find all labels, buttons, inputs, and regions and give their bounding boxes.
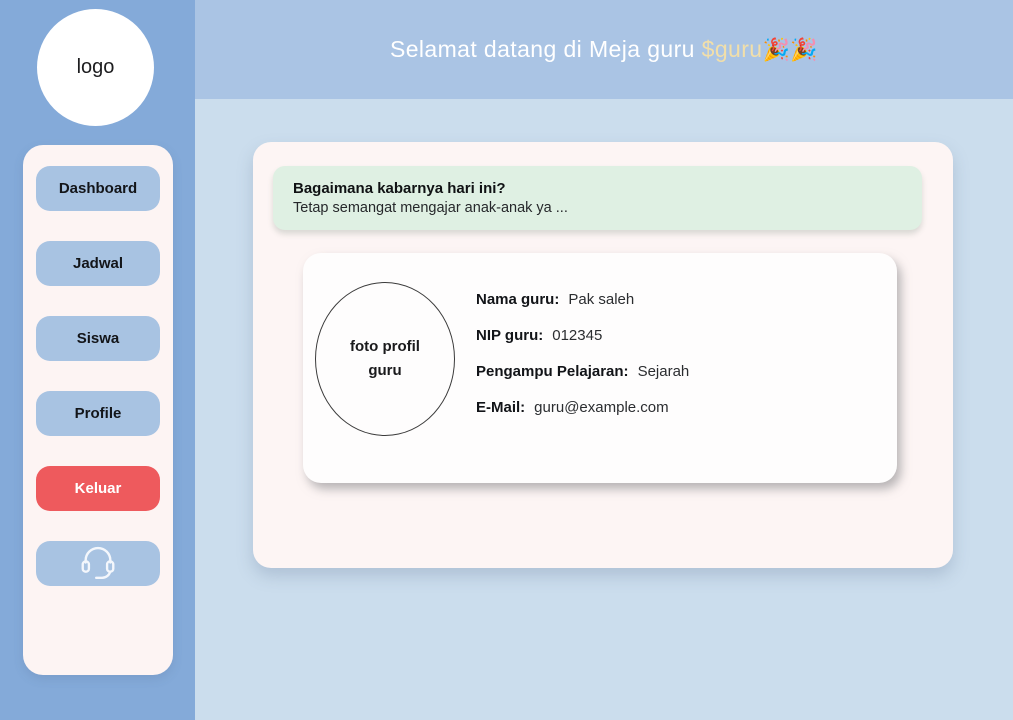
- support-button[interactable]: [36, 541, 160, 586]
- greeting-title: Bagaimana kabarnya hari ini?: [293, 180, 506, 197]
- page-title-variable: $guru: [701, 36, 763, 62]
- profile-photo-placeholder: [315, 282, 455, 436]
- page-title-text: Selamat datang di Meja guru: [389, 36, 702, 62]
- sidebar-item-jadwal[interactable]: Jadwal: [36, 241, 160, 286]
- field-value: Sejarah: [637, 363, 690, 380]
- page-title: [390, 36, 818, 63]
- greeting-subtitle: Tetap semangat mengajar anak-anak ya ...: [293, 200, 568, 216]
- dashboard-content-card: [253, 142, 953, 568]
- field-pengampu-pelajaran: [476, 363, 689, 385]
- greeting-banner: [273, 166, 922, 230]
- logout-button[interactable]: Keluar: [36, 466, 160, 511]
- party-popper-icon: 🎉🎉: [762, 37, 819, 62]
- field-value: Pak saleh: [568, 291, 635, 308]
- field-value: guru@example.com: [534, 399, 669, 416]
- sidebar-item-dashboard[interactable]: Dashboard: [36, 166, 160, 211]
- field-value: 012345: [552, 327, 603, 344]
- field-label: NIP guru:: [476, 327, 544, 344]
- field-email: [476, 399, 689, 421]
- field-label: Pengampu Pelajaran:: [476, 363, 629, 380]
- field-label: E-Mail:: [476, 399, 526, 416]
- field-nip-guru: [476, 327, 689, 349]
- sidebar: [0, 0, 195, 720]
- field-label: Nama guru:: [476, 291, 560, 308]
- sidebar-item-profile[interactable]: Profile: [36, 391, 160, 436]
- profile-fields: [476, 291, 689, 421]
- header-bar: [195, 0, 1013, 99]
- field-nama-guru: [476, 291, 689, 313]
- logo-label: logo: [76, 56, 115, 78]
- sidebar-nav-panel: [23, 145, 173, 675]
- teacher-profile-card: [303, 253, 897, 483]
- logo: [37, 9, 154, 126]
- headset-icon: [75, 544, 121, 584]
- sidebar-item-siswa[interactable]: Siswa: [36, 316, 160, 361]
- profile-photo-label: foto profil guru: [350, 338, 420, 379]
